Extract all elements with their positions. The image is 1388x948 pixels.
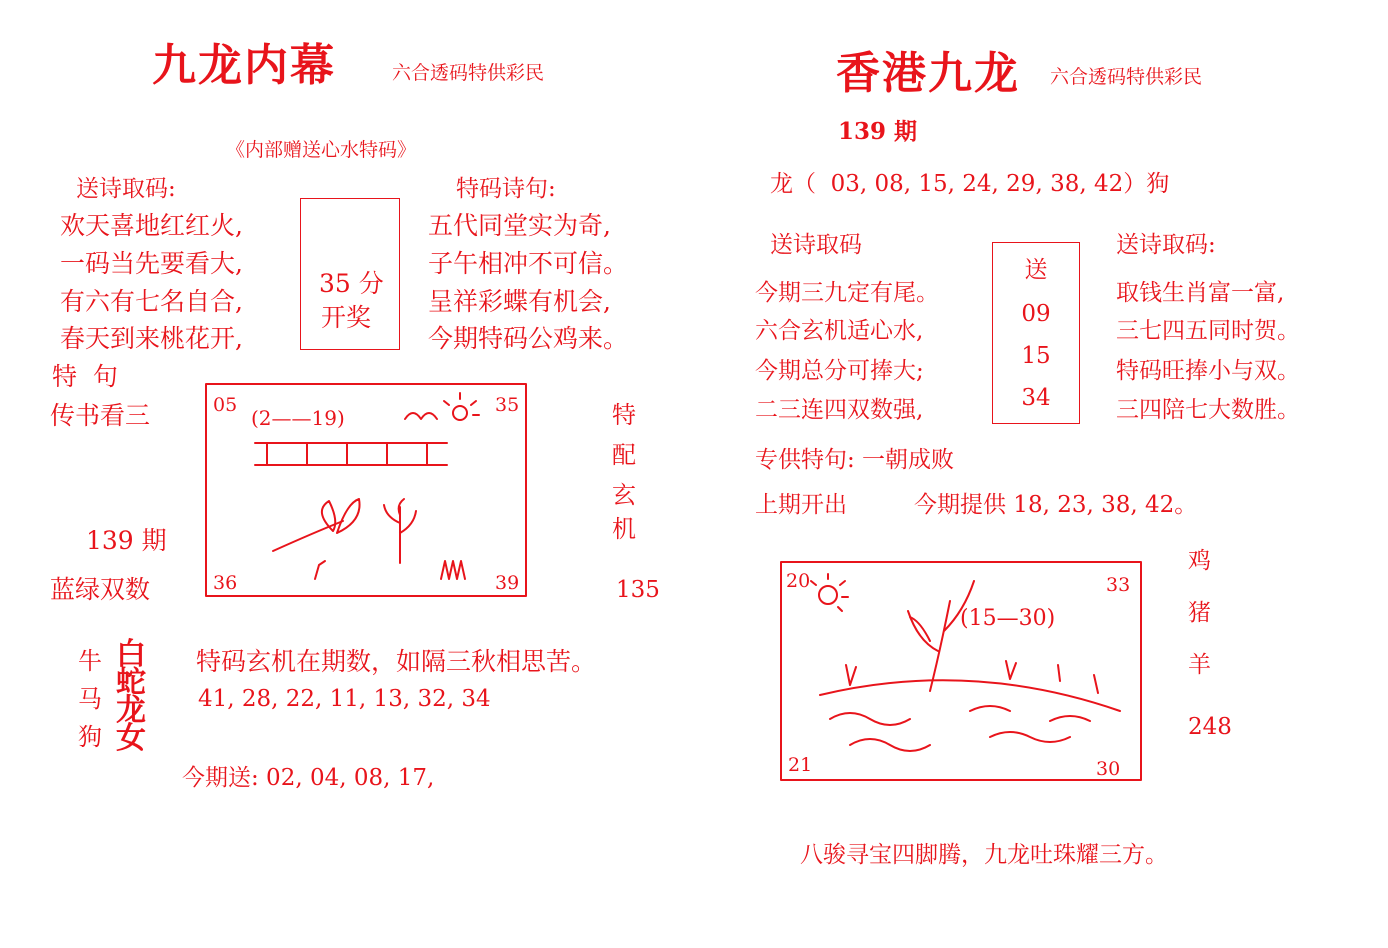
vertical-char: 玄 <box>612 481 636 509</box>
right-poem-header-right: 送诗取码: <box>1116 232 1216 258</box>
wave-mark <box>830 706 1090 725</box>
right-sketch-drawing <box>780 561 1142 781</box>
right-poem-right-line: 三七四五同时贺。 <box>1116 318 1300 344</box>
right-subtitle: 六合透码特供彩民 <box>1050 66 1203 88</box>
sun-rays <box>444 393 479 415</box>
zodiac-big-column <box>116 637 146 756</box>
zodiac-right-column <box>1188 550 1211 706</box>
sun-rays <box>811 574 848 611</box>
left-special-line: 今期特码公鸡来。 <box>428 324 629 353</box>
sketch-corner-br: 30 <box>1096 758 1121 780</box>
right-poem-header-left: 送诗取码 <box>770 232 862 258</box>
vertical-char: 特 <box>612 401 636 429</box>
last-issue-label: 上期开出 <box>755 492 847 518</box>
zodiac-big-char: 女 <box>116 721 146 756</box>
sketch-corner-bl: 21 <box>788 754 813 776</box>
left-poem-header: 送诗取码: <box>76 176 176 202</box>
right-poem-left-line: 二三连四双数强, <box>755 397 924 423</box>
fence-mark <box>255 443 447 465</box>
left-poem-line: 一码当先要看大, <box>60 249 243 278</box>
send-number-column <box>993 259 1079 427</box>
sketch-corner-tl: 20 <box>786 570 811 592</box>
left-special-line: 呈祥彩蝶有机会, <box>428 287 611 316</box>
zodiac-char: 鸡 <box>1188 548 1211 574</box>
send-number: 09 <box>1021 301 1051 327</box>
zodiac-big-char: 白 <box>116 637 146 672</box>
send-number-box <box>992 242 1080 424</box>
sketch-range: (15—30) <box>960 606 1056 631</box>
right-title: 香港九龙 <box>836 48 1020 99</box>
right-side-number: 248 <box>1188 714 1232 740</box>
right-issue: 139 期 <box>838 118 918 145</box>
zodiac-big-char: 蛇 <box>116 665 146 700</box>
vertical-char: 机 <box>612 515 636 543</box>
hill-mark <box>820 680 1120 711</box>
zodiac-char: 狗 <box>78 723 102 751</box>
right-poem-right-line: 取钱生肖富一富, <box>1116 280 1285 306</box>
draw-time: 35 分 <box>319 269 384 298</box>
zodiac-char: 马 <box>78 685 102 713</box>
sketch-corner-tr: 35 <box>495 394 520 416</box>
footer-poem: 八骏寻宝四脚腾，九龙吐珠耀三方。 <box>800 842 1168 868</box>
sun-mark <box>819 586 837 604</box>
sprout-mark <box>315 561 325 579</box>
left-side-number: 135 <box>616 577 660 603</box>
branch-mark <box>273 521 343 551</box>
color-tip: 蓝绿双数 <box>50 575 151 604</box>
left-sketch-drawing <box>205 383 527 597</box>
wave-mark <box>850 732 1070 751</box>
sketch-corner-tl: 05 <box>213 394 238 416</box>
left-issue: 139 期 <box>86 526 167 555</box>
right-special-phrase: 专供特句: 一朝成败 <box>755 447 955 473</box>
left-send-line: 今期送: 02, 04, 08, 17, <box>182 765 435 791</box>
send-number: 15 <box>1021 343 1051 369</box>
draw-label: 开奖 <box>321 303 372 332</box>
zodiac-char: 牛 <box>78 647 102 675</box>
right-poem-left-line: 六合玄机适心水, <box>755 318 924 344</box>
sketch-corner-bl: 36 <box>213 572 238 594</box>
left-vertical-text <box>612 403 636 551</box>
dragon-dog-numbers: 龙（ 03, 08, 15, 24, 29, 38, 42）狗 <box>770 171 1170 197</box>
left-poem-line: 春天到来桃花开, <box>60 324 243 353</box>
right-poem-right-line: 特码旺捧小与双。 <box>1116 358 1300 384</box>
special-phrase: 传书看三 <box>50 401 151 430</box>
sketch-corner-tr: 33 <box>1106 574 1131 596</box>
right-poem-right-line: 三四陪七大数胜。 <box>1116 397 1300 423</box>
left-subtitle: 六合透码特供彩民 <box>392 62 545 84</box>
zodiac-char: 羊 <box>1188 652 1211 678</box>
zodiac-small-column <box>78 649 102 763</box>
left-numbers: 41, 28, 22, 11, 13, 32, 34 <box>198 686 491 712</box>
cloud-mark <box>405 413 437 419</box>
sun-mark <box>453 406 467 420</box>
zodiac-char: 猪 <box>1188 600 1211 626</box>
special-phrase-label: 特 句 <box>52 362 118 391</box>
sketch-frame <box>781 562 1141 780</box>
provide-line: 今期提供 18, 23, 38, 42。 <box>914 492 1198 518</box>
left-special-line: 子午相冲不可信。 <box>428 249 629 278</box>
send-label: 送 <box>1024 257 1048 283</box>
sketch-corner-br: 39 <box>495 572 520 594</box>
send-number: 34 <box>1021 385 1051 411</box>
grass-mark <box>846 661 1098 693</box>
vertical-char: 配 <box>612 441 636 469</box>
left-gift-line: 《内部赠送心水特码》 <box>226 139 417 161</box>
right-poem-left-line: 今期总分可捧大; <box>755 358 924 384</box>
grass-mark <box>441 561 465 579</box>
zodiac-big-char: 龙 <box>116 693 146 728</box>
left-tip-line: 特码玄机在期数，如隔三秋相思苦。 <box>196 647 597 676</box>
left-special-header: 特码诗句: <box>456 176 556 202</box>
left-special-line: 五代同堂实为奇, <box>428 211 611 240</box>
sketch-range: (2——19) <box>251 406 345 430</box>
plant-mark <box>384 499 416 563</box>
left-title: 九龙内幕 <box>152 40 336 91</box>
tree-mark <box>908 581 974 691</box>
left-poem-line: 欢天喜地红红火, <box>60 211 243 240</box>
right-poem-left-line: 今期三九定有尾。 <box>755 280 939 306</box>
left-poem-line: 有六有七名自合, <box>60 287 243 316</box>
draw-time-box <box>300 198 400 350</box>
